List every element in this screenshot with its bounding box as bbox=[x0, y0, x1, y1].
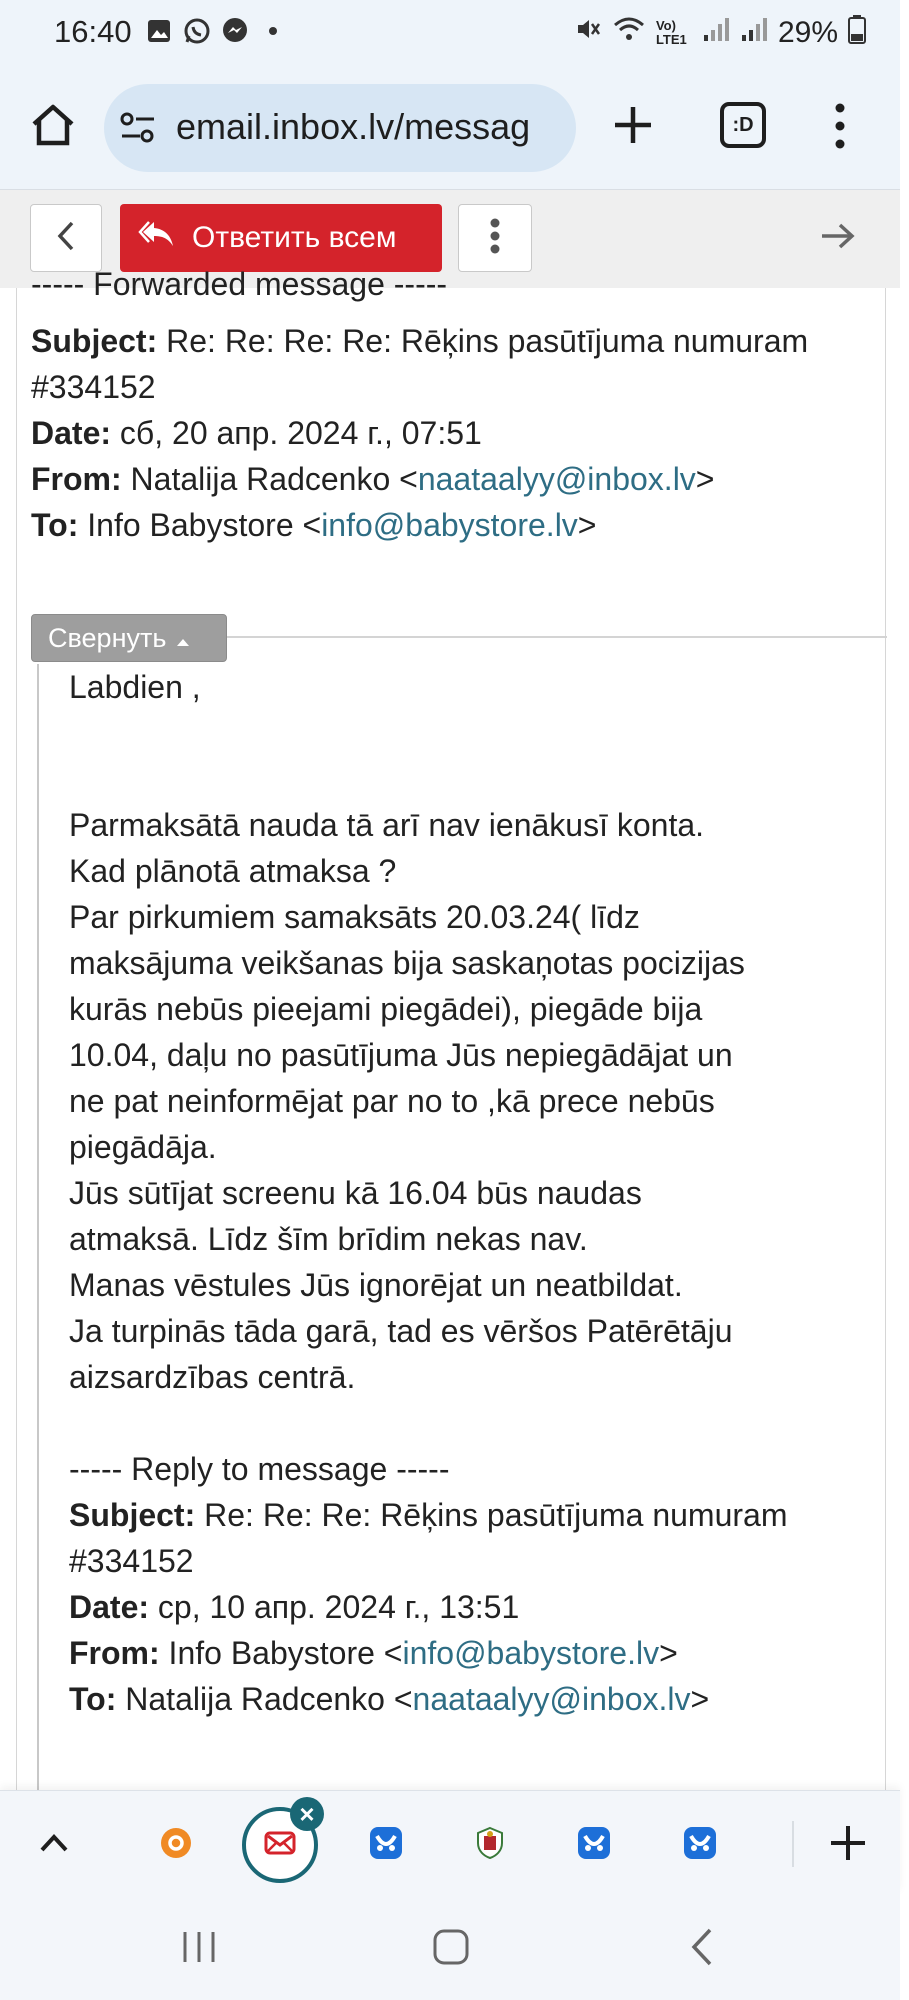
reply-all-icon bbox=[140, 219, 176, 257]
to-name: Info Babystore bbox=[87, 507, 294, 543]
body-line: Manas vēstules Jūs ignorējat un neatbildat. bbox=[69, 1267, 683, 1303]
body-line: maksājuma veikšanas bija saskaņotas pocizijas bbox=[69, 945, 745, 981]
body-line: Jūs sūtījat screenu kā 16.04 būs naudas bbox=[69, 1175, 642, 1211]
new-tab-icon[interactable] bbox=[826, 1821, 870, 1865]
reply-from: From: Info Babystore <info@babystore.lv> bbox=[69, 1635, 678, 1671]
tab-strip-divider bbox=[792, 1821, 794, 1867]
subject-value: Re: Re: Re: Re: Rēķins pasūtījuma numuram #334152 bbox=[31, 323, 809, 405]
back-nav-icon[interactable] bbox=[678, 1924, 728, 1970]
forwarded-from: From: Natalija Radcenko <naataalyy@inbox.lv> bbox=[31, 461, 715, 497]
status-bar bbox=[0, 0, 900, 66]
date-label: Date: bbox=[31, 415, 112, 451]
collapse-divider bbox=[167, 636, 887, 638]
system-nav-bar bbox=[0, 1894, 900, 2000]
body-line: 10.04, daļu no pasūtījuma Jūs nepiegādājat un bbox=[69, 1037, 733, 1073]
recent-apps-icon[interactable] bbox=[174, 1924, 224, 1970]
reply-date bbox=[69, 1584, 909, 1630]
forwarded-separator: ----- Forwarded message ----- bbox=[31, 266, 448, 302]
subject-value: Re: Re: Re: Rēķins pasūtījuma numuram #334152 bbox=[69, 1497, 788, 1579]
body-line: ne pat neinformējat par no to ,kā prece nebūs bbox=[69, 1083, 715, 1119]
home-nav-icon[interactable] bbox=[426, 1924, 476, 1970]
reply-all-label: Ответить всем bbox=[192, 221, 397, 254]
from-email-link[interactable]: naataalyy@inbox.lv bbox=[417, 461, 696, 497]
body-line: kurās nebūs pieejami piegādei), piegāde bija bbox=[69, 991, 703, 1027]
chevron-left-icon bbox=[54, 219, 78, 258]
from-name: Info Babystore bbox=[168, 1635, 375, 1671]
date-value: сб, 20 апр. 2024 г., 07:51 bbox=[119, 415, 482, 451]
gallery-icon bbox=[144, 16, 174, 46]
tab-favicon-blue-icon[interactable] bbox=[576, 1825, 612, 1861]
body-line: Par pirkumiem samaksāts 20.03.24( līdz bbox=[69, 899, 640, 935]
message-body bbox=[16, 266, 886, 1790]
address-bar[interactable] bbox=[104, 84, 576, 172]
reply-subject bbox=[69, 1492, 909, 1584]
arrow-right-icon bbox=[820, 221, 856, 256]
reply-to: To: Natalija Radcenko <naataalyy@inbox.lv> bbox=[69, 1681, 710, 1717]
quoted-message bbox=[37, 664, 897, 1864]
browser-toolbar bbox=[0, 66, 900, 190]
status-time: 16:40 bbox=[54, 14, 132, 49]
date-label: Date: bbox=[69, 1589, 150, 1625]
close-tab-icon[interactable]: × bbox=[290, 1797, 324, 1831]
collapse-label: Свернуть bbox=[48, 622, 167, 653]
collapse-quote-button[interactable] bbox=[31, 614, 227, 662]
battery-percent: 29% bbox=[777, 16, 838, 49]
signal-icon-2 bbox=[740, 15, 768, 51]
battery-icon bbox=[848, 14, 866, 52]
caret-up-icon bbox=[176, 623, 190, 654]
tab-favicon-orange-icon[interactable] bbox=[158, 1825, 194, 1861]
tab-switcher-button[interactable]: :D bbox=[720, 102, 766, 148]
to-email-link[interactable]: naataalyy@inbox.lv bbox=[412, 1681, 691, 1717]
site-settings-icon[interactable] bbox=[120, 112, 156, 144]
subject-label: Subject: bbox=[69, 1497, 196, 1533]
body-line: Ja turpinās tāda garā, tad es vēršos Patērētāju bbox=[69, 1313, 733, 1349]
body-line: atmaksā. Līdz šīm brīdim nekas nav. bbox=[69, 1221, 588, 1257]
new-tab-icon[interactable] bbox=[608, 100, 658, 150]
to-email-link[interactable]: info@babystore.lv bbox=[321, 507, 578, 543]
from-name: Natalija Radcenko bbox=[130, 461, 391, 497]
greeting: Labdien , bbox=[69, 669, 201, 705]
wifi-icon bbox=[612, 14, 646, 52]
tab-strip bbox=[0, 1790, 900, 1894]
mute-icon bbox=[572, 14, 602, 52]
body-line: aizsardzības centrā. bbox=[69, 1359, 356, 1395]
back-button[interactable] bbox=[30, 204, 102, 272]
next-message-button[interactable] bbox=[816, 214, 860, 262]
reply-separator: ----- Reply to message ----- bbox=[69, 1451, 450, 1487]
tab-favicon-crest-icon[interactable] bbox=[472, 1825, 508, 1861]
home-icon[interactable] bbox=[28, 100, 78, 150]
more-vert-icon bbox=[489, 217, 501, 260]
body-line: piegādāja. bbox=[69, 1129, 217, 1165]
forwarded-date bbox=[31, 410, 871, 456]
reply-all-button[interactable] bbox=[120, 204, 442, 272]
messenger-icon bbox=[220, 16, 250, 46]
notification-icons bbox=[144, 16, 288, 46]
body-line: Parmaksātā nauda tā arī nav ienākusī konta. bbox=[69, 807, 705, 843]
signal-icon bbox=[702, 15, 730, 51]
url-text: email.inbox.lv/messag bbox=[176, 106, 531, 147]
system-indicators bbox=[572, 14, 866, 52]
forwarded-subject bbox=[31, 318, 871, 410]
to-label: To: bbox=[31, 507, 79, 543]
body-line: Kad plānotā atmaksa ? bbox=[69, 853, 397, 889]
forwarded-to: To: Info Babystore <info@babystore.lv> bbox=[31, 507, 597, 543]
network-label: Vo) LTE1 bbox=[655, 18, 687, 47]
date-value: ср, 10 апр. 2024 г., 13:51 bbox=[157, 1589, 520, 1625]
from-label: From: bbox=[31, 461, 122, 497]
dot-icon bbox=[258, 16, 288, 46]
chevron-up-icon[interactable] bbox=[34, 1823, 74, 1863]
from-email-link[interactable]: info@babystore.lv bbox=[402, 1635, 660, 1671]
tab-favicon-blue-icon[interactable] bbox=[368, 1825, 404, 1861]
inbox-mail-icon bbox=[264, 1830, 296, 1861]
subject-label: Subject: bbox=[31, 323, 158, 359]
more-vert-icon[interactable] bbox=[830, 100, 850, 152]
whatsapp-icon bbox=[182, 16, 212, 46]
tab-favicon-blue-icon[interactable] bbox=[682, 1825, 718, 1861]
to-name: Natalija Radcenko bbox=[125, 1681, 385, 1717]
from-label: From: bbox=[69, 1635, 160, 1671]
more-actions-button[interactable] bbox=[458, 204, 532, 272]
to-label: To: bbox=[69, 1681, 117, 1717]
